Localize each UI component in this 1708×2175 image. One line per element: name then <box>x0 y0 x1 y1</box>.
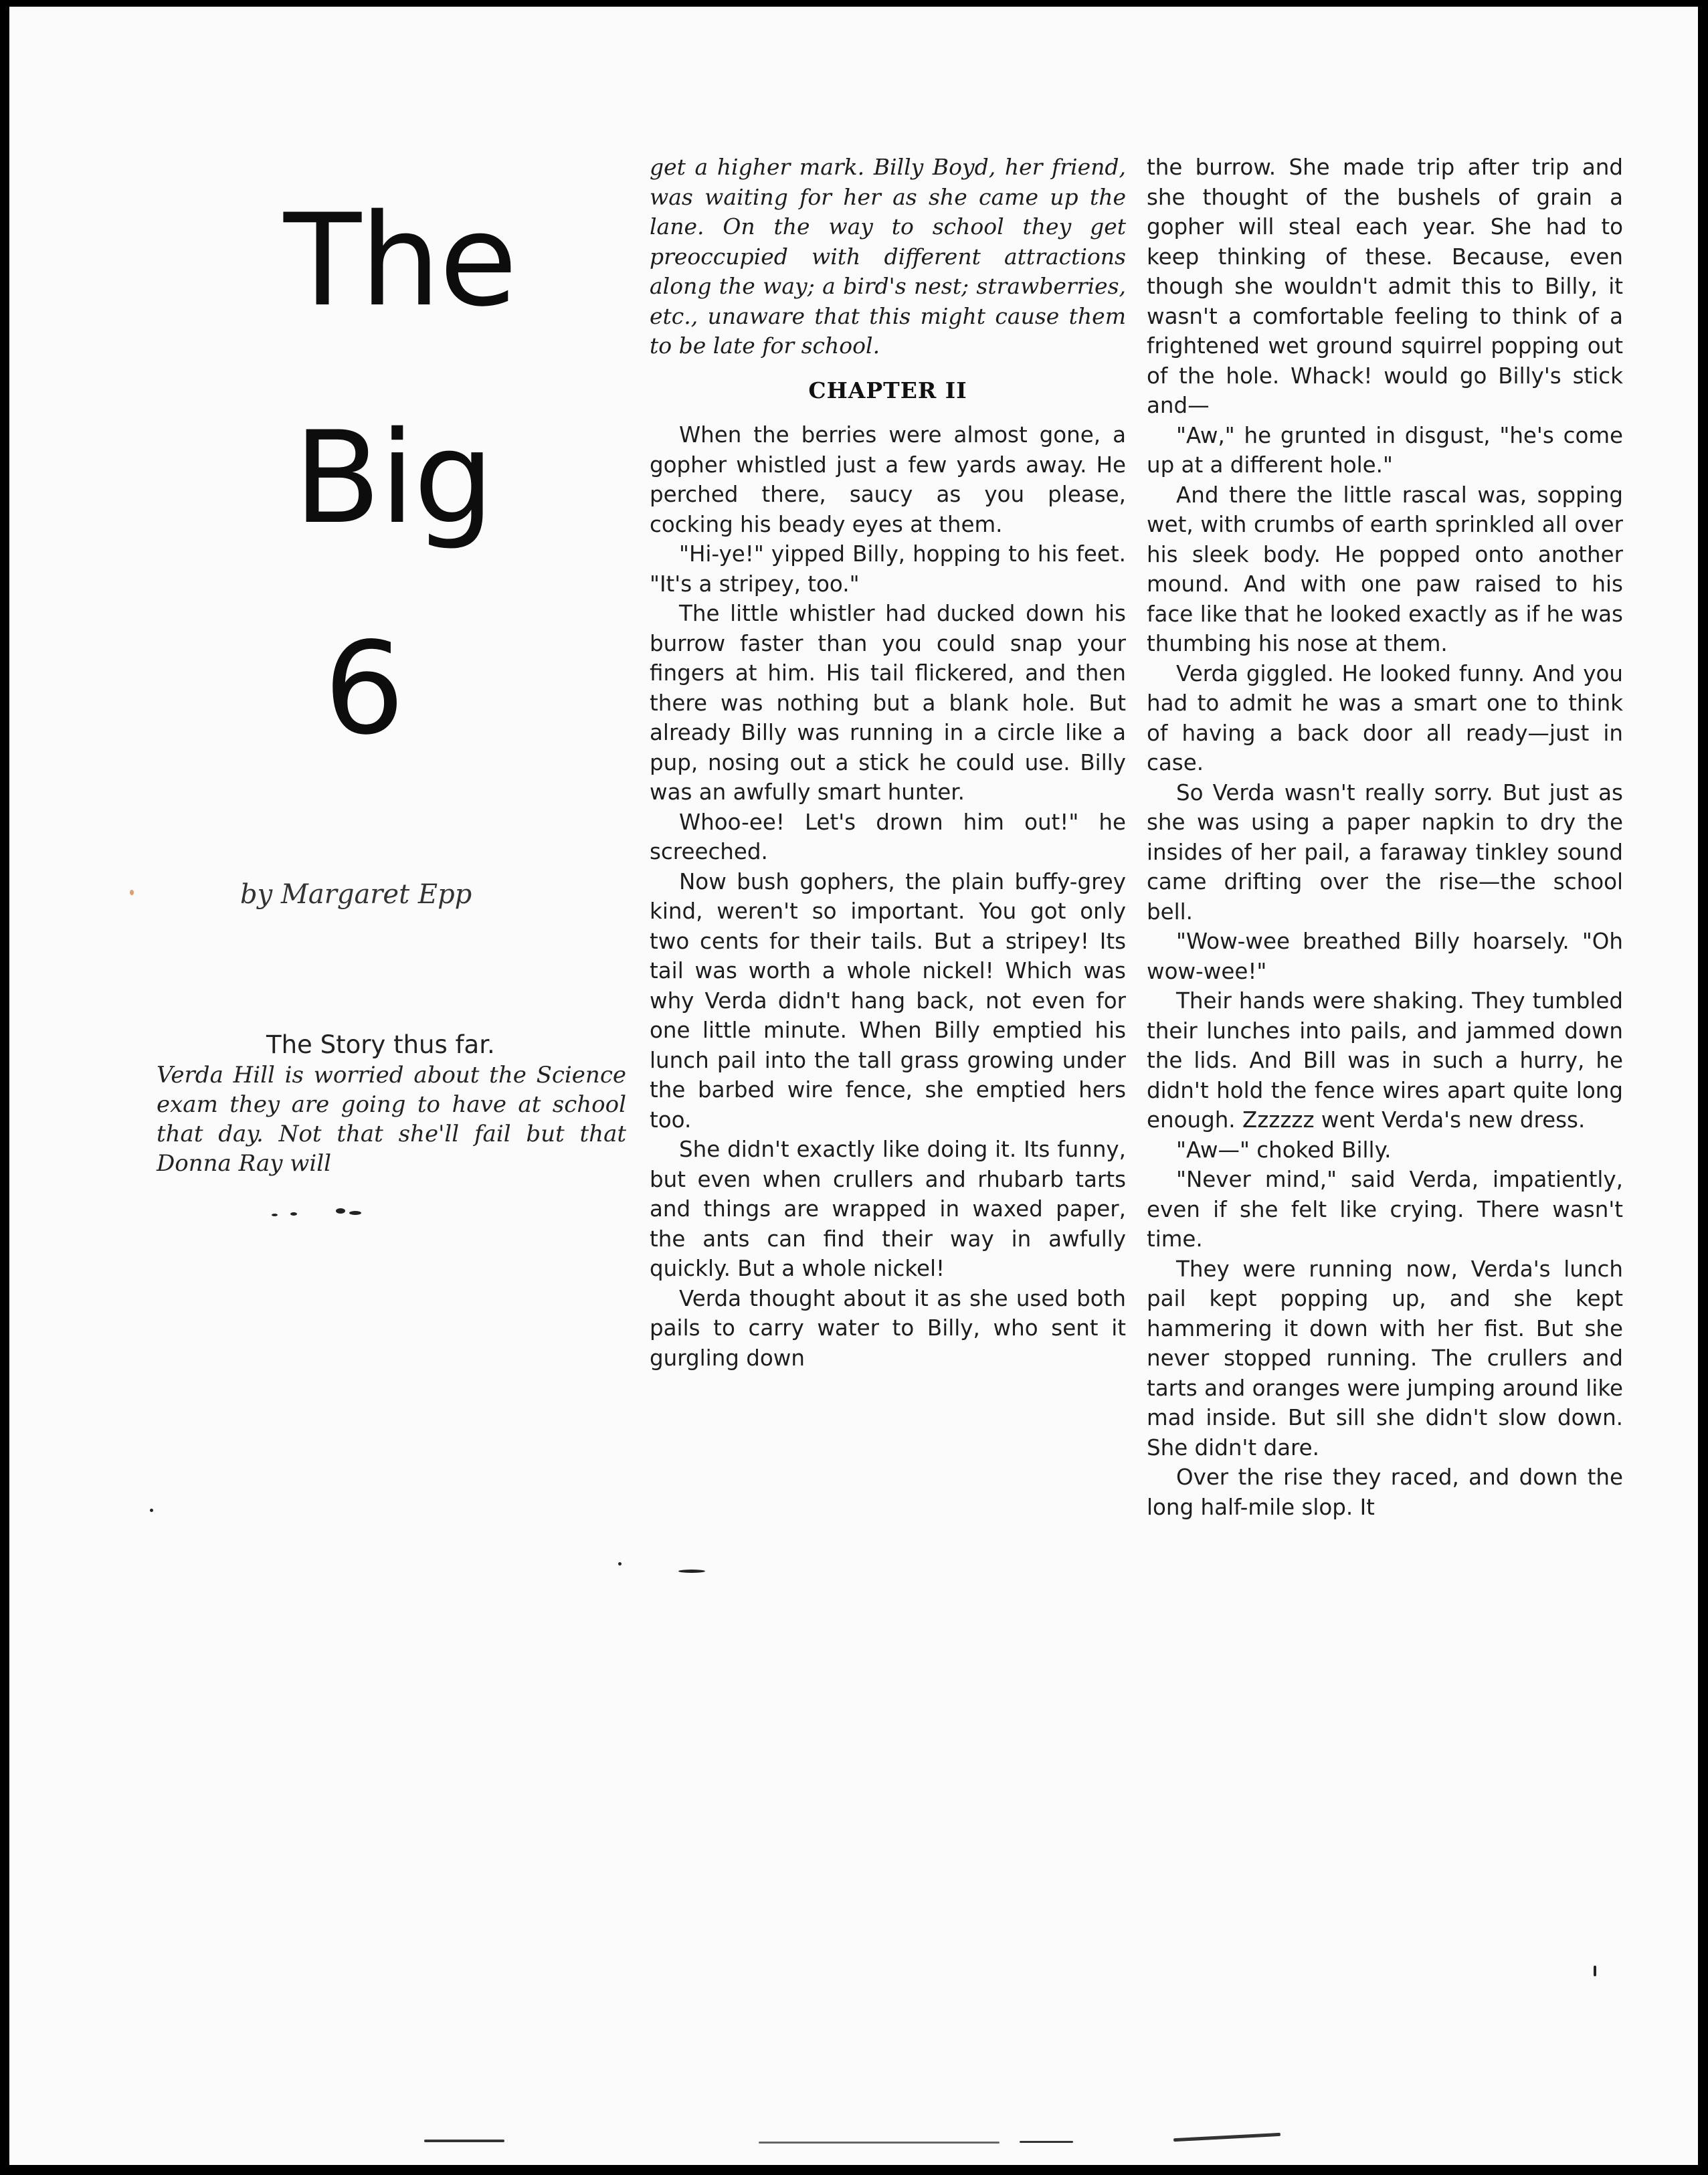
print-speck <box>336 1208 345 1214</box>
column-right <box>1147 153 1623 1522</box>
paragraph: Verda thought about it as she used both pails to carry water to Billy, who sent it gurgling down <box>650 1285 1126 1371</box>
paragraph: "Aw," he grunted in disgust, "he's come up at a different hole." <box>1147 422 1623 478</box>
paragraph: They were running now, Verda's lunch pail kept popping up, and she kept hammering it down with her fist. But she never stopped running. The crullers and tarts and oranges were jumping around like mad inside. But sill she didn't slow down. She didn't dare. <box>1147 1256 1623 1460</box>
scan-mark <box>1020 2141 1073 2143</box>
paragraph: Whoo-ee! Let's drown him out!" he screeched. <box>650 809 1126 864</box>
scan-mark <box>759 2142 1000 2144</box>
print-speck <box>618 1562 622 1566</box>
column-middle <box>650 153 1126 1373</box>
paragraph: Verda giggled. He looked funny. And you had to admit he was a smart one to think of having a back door all ready—just in case. <box>1147 660 1623 775</box>
paragraph: Over the rise they raced, and down the long half-mile slop. It <box>1147 1464 1623 1520</box>
paragraph: She didn't exactly like doing it. Its funny, but even when crullers and rhubarb tarts and things are wrapped in waxed paper, the ants can find their way in awfully quickly. But a whole nickel! <box>650 1137 1126 1281</box>
chapter-heading: CHAPTER II <box>808 377 967 403</box>
print-speck <box>678 1570 705 1573</box>
paragraph: And there the little rascal was, sopping wet, with crumbs of earth sprinkled all over his sleek body. He popped onto another mound. And with one paw raised to his face like that he looked exactly as if he was thumbing his nose at them. <box>1147 482 1623 656</box>
print-speck <box>272 1214 278 1216</box>
scan-mark <box>424 2140 504 2142</box>
print-speck <box>150 1509 153 1512</box>
story-so-far-text: Verda Hill is worried about the Science exam they are going to have at school that day. Not that she'll fail but that Donna Ray will <box>157 1062 626 1177</box>
paragraph: "Aw—" choked Billy. <box>1176 1137 1392 1163</box>
paragraph: So Verda wasn't really sorry. But just as she was using a paper napkin to dry the insides of her pail, a faraway tinkley sound came drifting over the rise—the school bell. <box>1147 779 1623 925</box>
print-speck <box>1594 1966 1596 1976</box>
print-speck <box>349 1211 361 1215</box>
paragraph: Now bush gophers, the plain buffy-grey kind, weren't so important. You got only two cents for their tails. But a stripey! Its tail was worth a whole nickel! Which was why Verda didn't hang back, not even for one little minute. When Billy emptied his lunch pail into the tall grass growing under the barbed wire fence, she emptied hers too. <box>650 868 1126 1133</box>
paragraph-continued: the burrow. She made trip after trip and she thought of the bushels of grain a gopher will steal each year. She had to keep thinking of these. Because, even though she wouldn't admit this to Billy, it wasn't a comfortable feeling to think of a frightened wet ground squirrel popping out of the hole. Whack! would go Billy's stick and— <box>1147 155 1623 418</box>
print-speck <box>130 890 134 895</box>
story-so-far-heading: The Story thus far. <box>266 1030 495 1059</box>
print-speck <box>290 1212 297 1216</box>
paragraph: "Wow-wee breathed Billy hoarsely. "Oh wow-wee!" <box>1147 929 1623 984</box>
paragraph: The little whistler had ducked down his burrow faster than you could snap your fingers at him. His tail flickered, and then there was nothing but a blank hole. But already Billy was running in a circle like a pup, nosing out a stick he could use. Billy was an awfully smart hunter. <box>650 601 1126 805</box>
paragraph: "Never mind," said Verda, impatiently, even if she felt like crying. There wasn't time. <box>1147 1167 1623 1252</box>
title-word-the: The <box>284 187 516 335</box>
intro-continued: get a higher mark. Billy Boyd, her friend, was waiting for her as she came up the lane. On the way to school they get preoccupied with different attractions along the way; a bird's nest; strawberries, etc., unaware that this might cause them to be late for school. <box>650 154 1126 359</box>
paragraph: "Hi-ye!" yipped Billy, hopping to his feet. "It's a stripey, too." <box>650 541 1126 597</box>
magazine-page <box>9 7 1698 2165</box>
title-word-big: Big <box>294 404 493 552</box>
byline: by Margaret Epp <box>240 879 472 910</box>
paragraph: When the berries were almost gone, a gopher whistled just a few yards away. He perched there, saucy as you please, cocking his beady eyes at them. <box>650 422 1126 537</box>
paragraph: Their hands were shaking. They tumbled their lunches into pails, and jammed down the lids. And Bill was in such a hurry, he didn't hold the fence wires apart quite long enough. Zzzzzz went Verda's new dress. <box>1147 988 1623 1133</box>
scan-mark <box>1173 2133 1280 2142</box>
title-word-6: 6 <box>324 615 403 763</box>
